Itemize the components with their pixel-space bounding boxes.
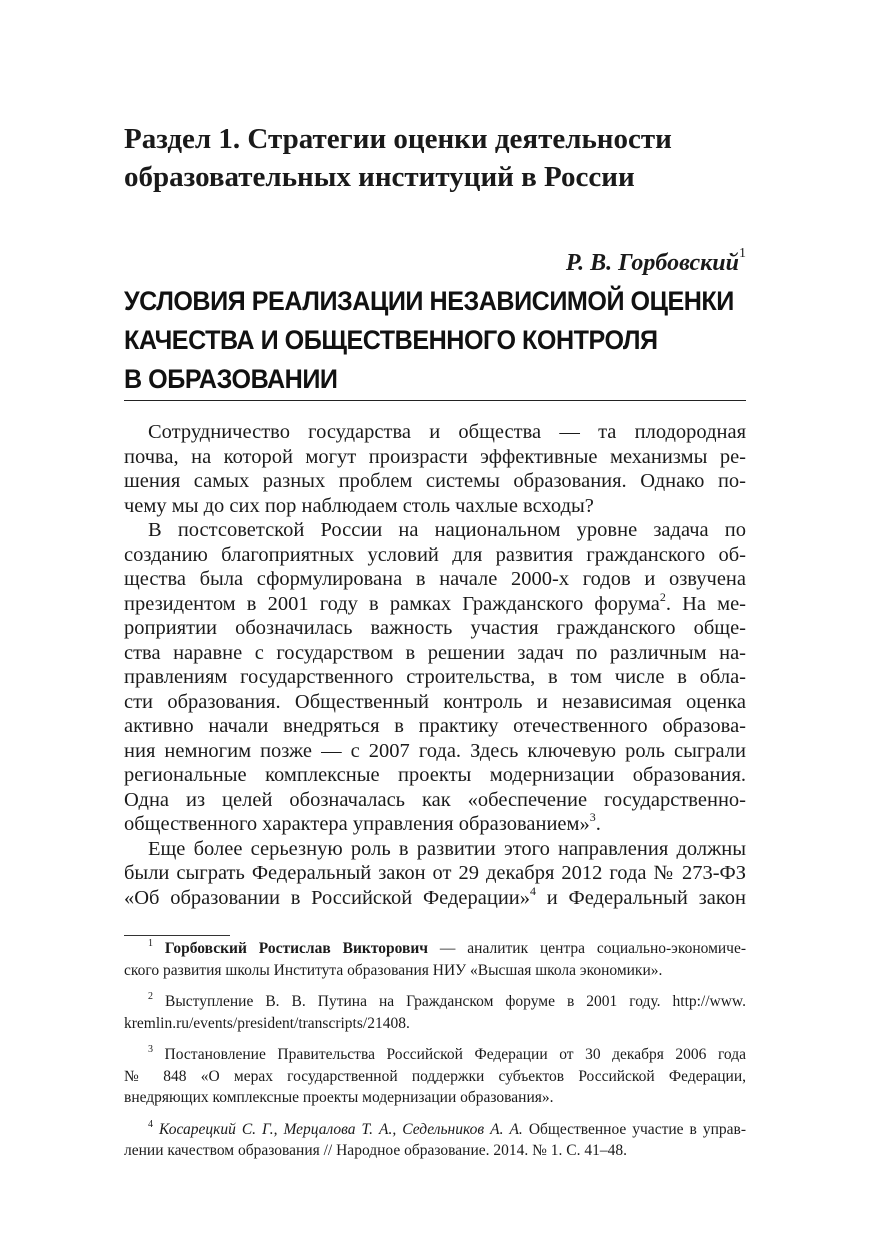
body-line [124,812,746,837]
body-line: шения самых разных проблем системы образования. Однако по- [124,470,746,492]
footnote-line: ского развития школы Института образования НИУ «Высшая школа экономики». [124,961,663,979]
body-line: Одна из целей обозначалась как «обеспечение государственно- [124,788,746,811]
article-title [124,282,734,399]
body-line: чему мы до сих пор наблюдаем столь чахлые всходы? [124,494,594,517]
author-name [566,236,746,281]
footnote-line [124,991,746,1013]
footnote-line: № 848 «О мерах государственной поддержки субъектов Российской Федерации, [124,1067,746,1085]
footnote-number: 2 [148,991,153,1002]
section-title-line: Раздел 1. Стратегии оценки деятельности [124,123,672,155]
body-line: Сотрудничество государства и общества — та плодородная [148,421,746,443]
body-line: сти образования. Общественный контроль и независимая оценка [124,690,746,713]
footnote-line: лении качеством образования // Народное образование. 2014. № 1. С. 41–48. [124,1142,628,1159]
body-line: В постсоветской России на национальном уровне задача по [148,519,746,541]
body-text-run: . [595,813,601,835]
footnote-divider [124,935,230,936]
author-footnote-ref[interactable]: 1 [739,246,746,261]
footnote-2 [124,991,746,1034]
body-line: ства наравне с государством в решении задач по различным на- [124,641,746,664]
body-line: правлениям государственного строительства, в том числе в обла- [124,666,746,688]
footnote-line [124,938,746,960]
body-text-run: . На ме- [665,592,746,615]
footnote-text: Выступление В. В. Путина на Гражданском форуме в 2001 году. http://www. [153,993,746,1010]
body-text-run: и Федеральный закон [536,886,747,909]
footnote-line: внедряющих комплексные проекты модернизации образования». [124,1089,554,1106]
body-line [124,883,747,911]
body-line: ния немногим позже — с 2007 года. Здесь ключевую роль сыграли [124,739,746,762]
footnote-number: 4 [148,1118,153,1130]
footnote-line [124,1119,746,1141]
footnote-number: 1 [148,938,153,949]
article-title-line: УСЛОВИЯ РЕАЛИЗАЦИИ НЕЗАВИСИМОЙ ОЦЕНКИ [124,286,734,316]
footnote-ref[interactable]: 3 [589,810,596,824]
footnote-line [124,1044,746,1066]
body-line: активно начали внедряться в практику отечественного образова- [124,715,746,737]
section-title [124,120,746,196]
title-divider [124,400,746,401]
body-text-run: «Об образовании в Российской Федерации» [124,886,531,909]
footnote-4 [124,1119,746,1162]
article-title-line: КАЧЕСТВА И ОБЩЕСТВЕННОГО КОНТРОЛЯ [124,325,658,355]
footnote-ref[interactable]: 4 [530,883,537,898]
footnote-link[interactable]: kremlin.ru/events/president/transcripts/21408. [124,1014,410,1032]
body-line: Еще более серьезную роль в развитии этого направления должны [148,837,746,860]
footnote-text: Постановление Правительства Российской Федерации от 30 декабря 2006 года [153,1046,746,1063]
article-title-line: В ОБРАЗОВАНИИ [124,364,338,394]
footnote-authors: Косарецкий С. Г., Мерцалова Т. А., Седельников А. А. [159,1120,523,1138]
author-name-text: Р. В. Горбовский [565,250,739,276]
body-text-run: президентом в 2001 году в рамках Гражданского форума [124,592,660,615]
body-line: региональные комплексные проекты модернизации образования. [124,764,746,786]
body-line: роприятии обозначилась важность участия гражданского обще- [124,617,746,639]
footnote-number: 3 [148,1044,153,1055]
section-title-line: образовательных институций в России [124,161,635,193]
footnote-text: — аналитик центра социально-экономиче- [428,940,747,957]
footnote-ref[interactable]: 2 [659,589,666,604]
footnote-3 [124,1044,746,1109]
body-line [124,589,746,617]
body-line: щества была сформулирована в начале 2000-х годов и озвучена [124,568,746,590]
footnote-author: Горбовский Ростислав Викторович [164,940,429,957]
body-text-run: общественного характера управления образованием» [124,813,590,835]
body-line: почва, на которой могут произрасти эффективные механизмы ре- [124,445,746,468]
body-line: были сыграть Федеральный закон от 29 декабря 2012 года № 273-ФЗ [124,862,746,884]
footnotes [124,938,746,1172]
body-line: созданию благоприятных условий для развития гражданского об- [124,543,746,566]
article-body [124,420,746,910]
footnote-1 [124,938,746,981]
footnote-text: Общественное участие в управ- [522,1120,746,1138]
